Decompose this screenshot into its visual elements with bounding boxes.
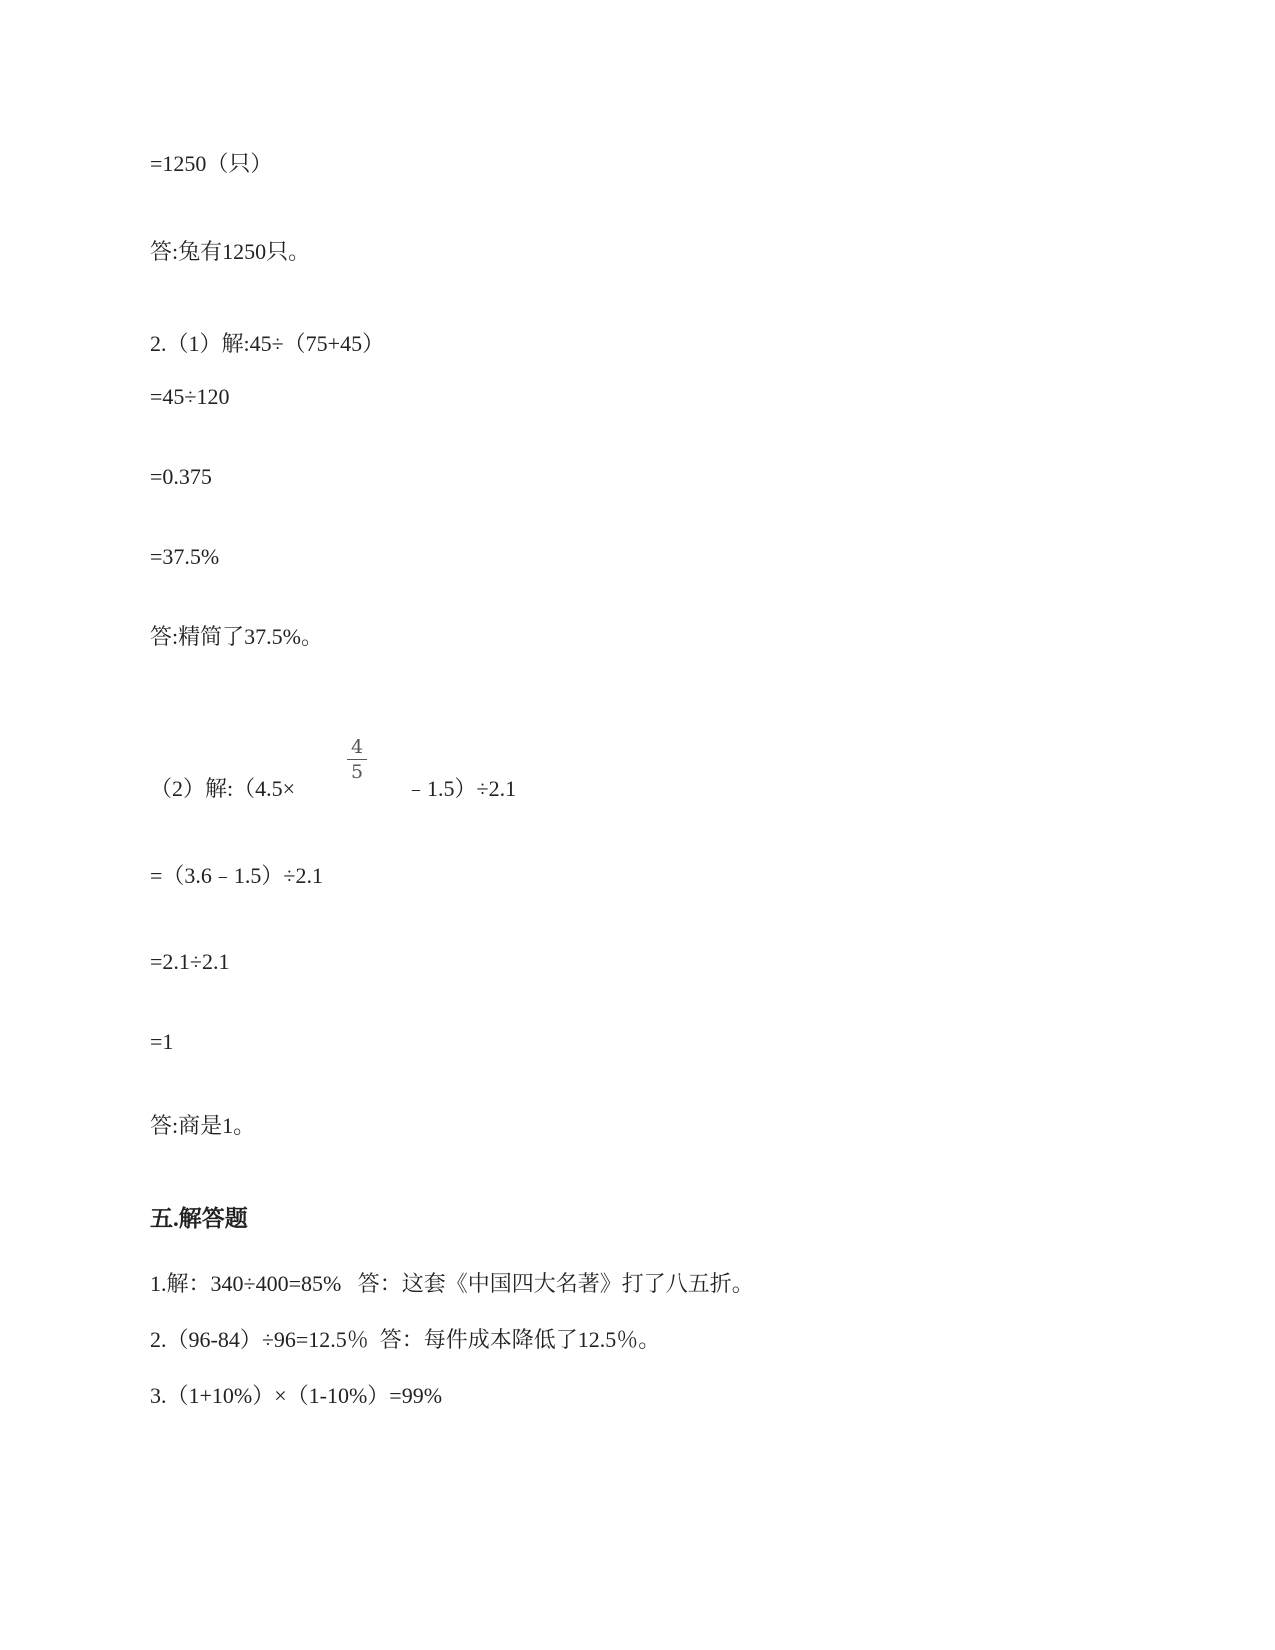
fraction-bar xyxy=(347,759,367,760)
fraction xyxy=(345,736,369,783)
answer-item: 1.解：340÷400=85% 答：这套《中国四大名著》打了八五折。 xyxy=(150,1271,754,1296)
calc-line: =1 xyxy=(150,1029,174,1054)
section-heading: 五.解答题 xyxy=(150,1206,248,1231)
fraction-numerator: 4 xyxy=(350,736,364,758)
answer-line: 答:商是1。 xyxy=(150,1113,256,1138)
calc-line: =1250（只） xyxy=(150,151,273,176)
fraction-denominator: 5 xyxy=(350,761,364,783)
answer-line: 答:精简了37.5%。 xyxy=(150,624,323,649)
problem-2-2-line-start: （2）解:（4.5× xyxy=(150,776,296,801)
calc-line: =0.375 xyxy=(150,464,212,489)
calc-line: =（3.6﹣1.5）÷2.1 xyxy=(150,863,323,888)
problem-2-2-line-end: ﹣1.5）÷2.1 xyxy=(405,776,517,801)
calc-line: =45÷120 xyxy=(150,384,230,409)
calc-line: =2.1÷2.1 xyxy=(150,949,230,974)
answer-line: 答:兔有1250只。 xyxy=(150,239,311,264)
answer-item: 2.（96-84）÷96=12.5％ 答：每件成本降低了12.5％。 xyxy=(150,1327,661,1352)
problem-2-1-line: 2.（1）解:45÷（75+45） xyxy=(150,331,385,356)
calc-line: =37.5% xyxy=(150,544,220,569)
answer-item: 3.（1+10%）×（1-10%）=99% xyxy=(150,1383,443,1408)
